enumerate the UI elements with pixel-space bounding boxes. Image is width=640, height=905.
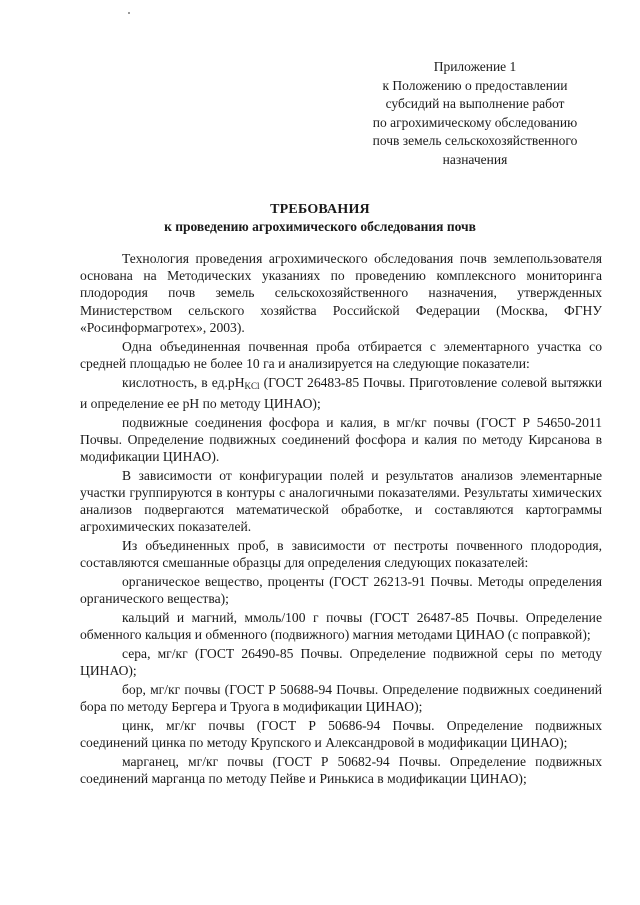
paragraph: Технология проведения агрохимического обследования почв землепользователя основана на Методических указаниях по проведению комплексного мониторинга плодородия почв земель сельскохозяйственного назначения, утвержденных Министерством сельского хозяйства Российской Федерации (Москва, ФГНУ «Росинформагротех», 2003). [80,251,602,335]
paragraph: сера, мг/кг (ГОСТ 26490-85 Почвы. Определение подвижной серы по методу ЦИНАО); [80,646,602,679]
paragraph: кальций и магний, ммоль/100 г почвы (ГОСТ 26487-85 Почвы. Определение обменного кальция и обменного (подвижного) магния методами ЦИНАО (с поправкой); [80,610,602,643]
paragraph: В зависимости от конфигурации полей и результатов анализов элементарные участки группируются в контуры с аналогичными показателями. Результаты химических анализов подвергаются математической обработке, и составляются картограммы агрохимических показателей. [80,467,602,535]
paragraph: бор, мг/кг почвы (ГОСТ Р 50688-94 Почвы. Определение подвижных соединений бора по методу Бергера и Труога в модификации ЦИНАО); [80,682,602,715]
acidity-subscript: KCl [244,380,260,391]
appendix-line: по агрохимическому обследованию [372,114,578,130]
appendix-header [350,58,600,169]
paragraph: Из объединенных проб, в зависимости от пестроты почвенного плодородия, составляются смешанные образцы для определения следующих показателей: [80,538,602,571]
paragraph: органическое вещество, проценты (ГОСТ 26213-91 Почвы. Методы определения органического вещества); [80,574,602,607]
acidity-label: кислотность, в ед.pH [122,374,245,390]
paragraph-acidity [80,374,602,412]
acidity-text: (ГОСТ 26483-85 Почвы. Приготовление солевой вытяжки и определение ее pH по методу ЦИНАО); [80,374,602,411]
appendix-line: к Положению о предоставлении [382,77,568,93]
paragraph: подвижные соединения фосфора и калия, в мг/кг почвы (ГОСТ Р 54650-2011 Почвы. Определение подвижных соединений фосфора и калия по методу Кирсанова в модификации ЦИНАО). [80,414,602,465]
appendix-line: почв земель сельскохозяйственного [372,133,578,148]
scan-speck [128,12,130,14]
document-subtitle: к проведению агрохимического обследования почв [164,219,476,234]
document-title: ТРЕБОВАНИЯ [270,202,370,217]
appendix-line: Приложение 1 [433,59,517,74]
appendix-line: назначения [442,151,508,167]
document-body [80,250,602,789]
appendix-line: субсидий на выполнение работ [385,96,565,111]
paragraph: марганец, мг/кг почвы (ГОСТ Р 50682-94 Почвы. Определение подвижных соединений марганца по методу Пейве и Ринькиса в модификации ЦИНАО); [80,754,602,787]
paragraph: цинк, мг/кг почвы (ГОСТ Р 50686-94 Почвы. Определение подвижных соединений цинка по методу Крупского и Александровой в модификации ЦИНАО); [80,718,602,751]
paragraph: Одна объединенная почвенная проба отбирается с элементарного участка со средней площадью не более 10 га и анализируется на следующие показатели: [80,338,602,371]
